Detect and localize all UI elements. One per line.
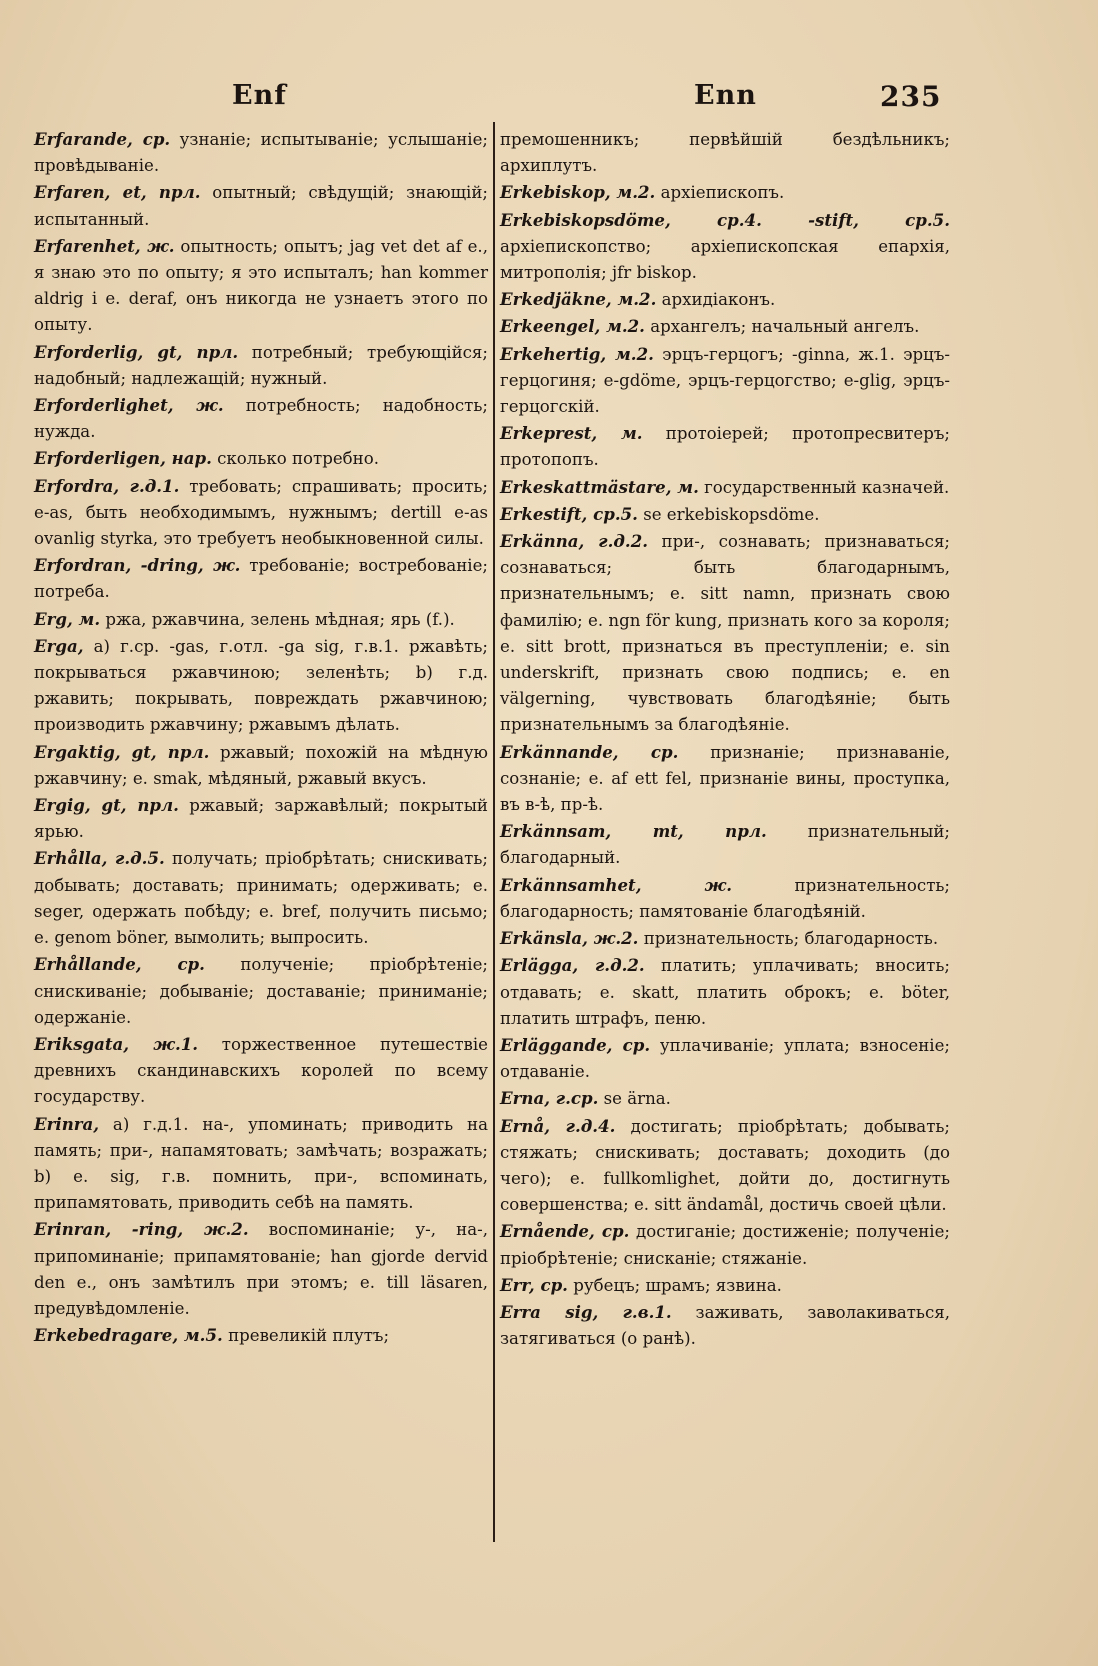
definition: превеликій плутъ; [222, 1326, 390, 1346]
entry [500, 1218, 950, 1271]
headword: Erkeprest, м. [500, 423, 643, 444]
definition: признательный; благодарный. [500, 822, 951, 868]
definition: признательность; благодарность. [638, 929, 939, 949]
entry [500, 1032, 950, 1085]
entry [500, 341, 950, 421]
headword: Erforderligen, нар. [34, 448, 212, 469]
right-column [500, 126, 950, 1352]
entry [500, 952, 950, 1032]
entry [500, 1299, 950, 1352]
entry [34, 392, 488, 445]
headword: Erforderlighet, ж. [34, 395, 224, 416]
headword: Ergaktig, gt, прл. [34, 741, 210, 762]
column-divider [493, 122, 495, 1542]
definition: при-, сознавать; признаваться; сознаваться; быть благодарнымъ, признательнымъ; e. sitt namn, признать свою фамилію; e. ngn för kung, признать кого за короля; e. sitt brott, признаться въ преступленіи; e. sin underskrift, признать свою подпись; e. en välgerning, чувствовать благодѣяніе; быть признательнымъ за благодѣяніе. [500, 532, 951, 735]
definition: архіепископство; архіепископская епархія, митрополія; jfr biskop. [500, 236, 950, 283]
entry [500, 1272, 950, 1299]
entry [500, 925, 950, 952]
definition: требовать; спрашивать; просить; e-as, быть необходимымъ, нужнымъ; dertill e-as ovanlig styrka, это требуетъ необыкновенной силы. [34, 476, 488, 549]
definition: а) г.д.1. на-, упоминать; приводить на память; при-, напамятовать; замѣчать; возражать; b) e. sig, г.в. помнить, при-, вспоминать, припамятовать, приводить себѣ на память. [34, 1114, 488, 1213]
definition: потребный; требующійся; надобный; надлежащій; нужный. [34, 342, 488, 388]
headword: Ergig, gt, прл. [34, 795, 179, 816]
entry [500, 872, 950, 925]
headword: Erforderlig, gt, прл. [34, 341, 239, 362]
headword: Eriksgata, ж.1. [34, 1033, 199, 1054]
entry [34, 1216, 488, 1322]
entry [34, 792, 488, 845]
entry [500, 207, 950, 287]
headword: Erkebiskop, м.2. [500, 182, 656, 203]
headword: Erfordra, г.д.1. [34, 475, 180, 496]
definition: опытный; свѣдущій; знающій; испытанный. [34, 183, 488, 229]
headword: Erkehertig, м.2. [500, 343, 654, 364]
entry [500, 420, 950, 473]
headword: Ernå, г.д.4. [500, 1115, 616, 1136]
entry [34, 739, 488, 792]
definition: se erkebiskopsdöme. [637, 504, 820, 524]
entry [500, 1085, 950, 1112]
definition: воспоминаніе; у-, на-, припоминаніе; припамятованіе; han gjorde dervid den e., онъ замѣтилъ при этомъ; e. till läsaren, предувѣдомленіе. [34, 1220, 488, 1318]
headword: Erga, [34, 635, 84, 656]
headword: Erkännsamhet, ж. [500, 874, 732, 895]
entry [500, 313, 950, 340]
entry [500, 501, 950, 528]
headword: Erkebedragare, м.5. [34, 1325, 223, 1346]
headword: Erhållande, ср. [34, 954, 205, 975]
definition: ржавый; заржавѣлый; покрытый ярью. [34, 796, 488, 842]
headword: Erg, м. [34, 608, 101, 629]
entry [34, 845, 488, 951]
headword: Erkännande, ср. [500, 741, 679, 762]
definition: торжественное путешествіе древнихъ скандинавскихъ королей по всему государству. [34, 1034, 488, 1107]
headword: Erfarande, ср. [34, 129, 171, 149]
definition: достигать; пріобрѣтать; добывать; стяжать; снискивать; доставать; доходить (до чего); e. fullkomlighet, дойти до, достигнуть совершенства; e. sitt ändamål, достичь своей цѣли. [500, 1116, 950, 1215]
entry [34, 1031, 488, 1111]
headword: Erkebiskopsdöme, ср.4. -stift, ср.5. [500, 209, 950, 230]
definition: se ärna. [598, 1089, 671, 1109]
entry [34, 179, 488, 232]
headword: Erkänna, г.д.2. [500, 531, 649, 552]
entry [500, 528, 950, 739]
headword: Erkestift, ср.5. [500, 503, 638, 524]
entry [34, 633, 488, 739]
definition: сколько потребно. [211, 449, 379, 469]
entry [34, 339, 488, 392]
entry [500, 474, 950, 501]
headword: Erläggande, ср. [500, 1034, 651, 1055]
entry [34, 1322, 488, 1349]
definition: эрцъ-герцогъ; -ginna, ж.1. эрцъ-герцогиня; e-gdöme, эрцъ-герцогство; e-glig, эрцъ-герцогскій. [500, 344, 950, 417]
entry [34, 606, 488, 633]
headword: Erkeengel, м.2. [500, 316, 645, 337]
entry [34, 951, 488, 1031]
headword: Erfaren, et, прл. [34, 182, 201, 203]
definition: опытность; опытъ; jag vet det af e., я знаю это по опыту; я это испыталъ; han kommer aldrig i e. deraf, онъ никогда не узнаетъ этого по опыту. [34, 236, 488, 335]
definition: полученіе; пріобрѣтеніе; снискиваніе; добываніе; доставаніе; приниманіе; одержаніе. [34, 955, 488, 1027]
entry [500, 1113, 950, 1219]
entry [500, 739, 950, 819]
definition: признаніе; признаваніе, сознаніе; e. af ett fel, признаніе вины, проступка, въ в-ѣ, пр-ѣ. [500, 742, 950, 815]
definition: платить; уплачивать; вносить; отдавать; e. skatt, платить оброкъ; e. böter, платить штрафъ, пеню. [500, 956, 950, 1028]
definition: узнаніе; испытываніе; услышаніе; провѣдываніе. [34, 130, 488, 176]
headword: Erkeskattmästare, м. [500, 476, 699, 497]
headword: Erkännsam, mt, прл. [500, 821, 767, 842]
entry [500, 818, 950, 871]
entry [500, 286, 950, 313]
headword: Ernående, ср. [500, 1221, 630, 1242]
definition: рубецъ; шрамъ; язвина. [567, 1275, 782, 1295]
definition: достиганіе; достиженіе; полученіе; пріобрѣтеніе; снисканіе; стяжаніе. [500, 1222, 950, 1268]
headword: Erfordran, -dring, ж. [34, 555, 241, 576]
definition: признательность; благодарность; памятованіе благодѣяній. [500, 875, 950, 921]
headword: Erfarenhet, ж. [34, 235, 175, 256]
entry [34, 445, 488, 472]
definition: ржавый; похожій на мѣдную ржавчину; e. smak, мѣдяный, ржавый вкусъ. [34, 742, 489, 788]
definition: уплачиваніе; уплата; взносеніе; отдаваніе. [500, 1035, 950, 1082]
header-right-guideword: Enn [694, 80, 757, 111]
entry [34, 1111, 488, 1217]
page-number: 235 [880, 80, 942, 113]
left-column [34, 126, 488, 1349]
definition: архангелъ; начальный ангелъ. [644, 317, 920, 337]
entry [500, 179, 950, 206]
headword: Erinra, [34, 1113, 100, 1134]
definition: архіепископъ. [655, 183, 785, 203]
headword: Err, ср. [500, 1274, 568, 1295]
entry [500, 126, 950, 179]
headword: Erlägga, г.д.2. [500, 955, 645, 976]
headword: Erhålla, г.д.5. [34, 848, 165, 869]
entry [34, 552, 488, 605]
definition: а) г.ср. -gas, г.отл. -ga sig, г.в.1. ржавѣть; покрываться ржавчиною; зеленѣть; b) г.д. ржавить; покрывать, повреждать ржавчиною; производить ржавчину; ржавымъ дѣлать. [34, 636, 488, 735]
definition: премошенникъ; первѣйшій бездѣльникъ; архиплутъ. [500, 130, 950, 176]
entry [34, 473, 488, 553]
headword: Erinran, -ring, ж.2. [34, 1219, 249, 1240]
definition: архидіаконъ. [656, 290, 776, 310]
headword: Erra sig, г.в.1. [500, 1301, 672, 1322]
headword: Erkedjäkne, м.2. [500, 289, 657, 310]
headword: Erkänsla, ж.2. [500, 928, 639, 949]
definition: заживать, заволакиваться, затягиваться (о ранѣ). [500, 1302, 950, 1349]
definition: требованіе; востребованіе; потреба. [34, 556, 488, 602]
definition: потребность; надобность; нужда. [34, 396, 488, 442]
definition: получать; пріобрѣтать; снискивать; добывать; доставать; принимать; одерживать; e. seger, одержать побѣду; e. bref, получить письмо; e. genom böner, вымолить; выпросить. [34, 849, 488, 948]
definition: государственный казначей. [698, 477, 950, 497]
entry [34, 233, 488, 339]
header-left-guideword: Enf [232, 80, 287, 111]
definition: ржа, ржавчина, зелень мѣдная; ярь (f.). [100, 609, 455, 629]
entry [34, 126, 488, 179]
definition: протоіерей; протопресвитеръ; протопопъ. [500, 424, 950, 470]
headword: Erna, г.ср. [500, 1088, 599, 1109]
